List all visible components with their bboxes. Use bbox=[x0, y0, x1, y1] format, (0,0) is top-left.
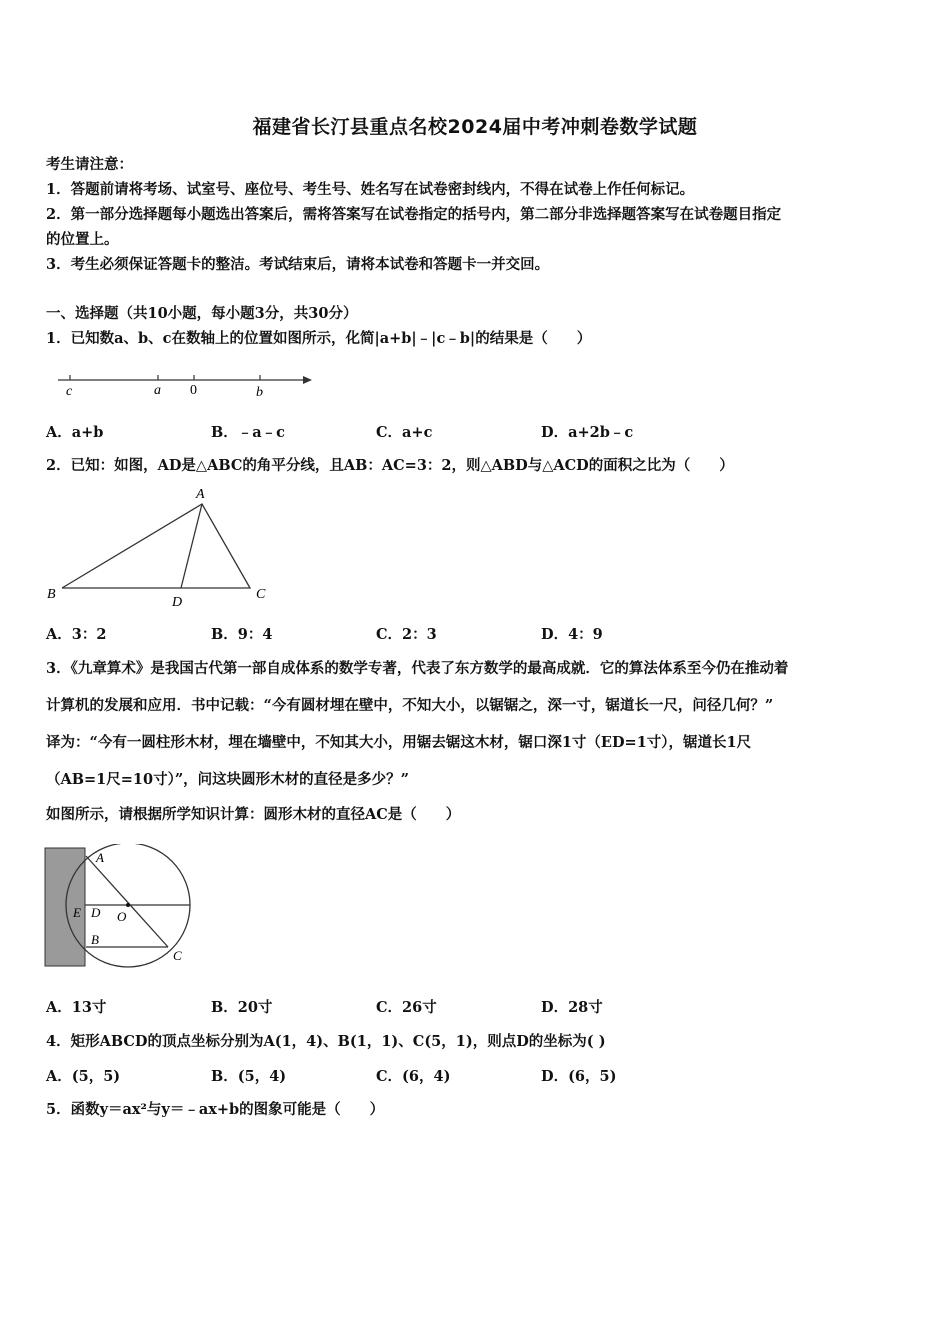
option: C．(6，4) bbox=[376, 1068, 451, 1085]
option: C．a+c bbox=[376, 424, 433, 441]
option: B．20寸 bbox=[211, 999, 273, 1016]
notice-heading: 考生请注意： bbox=[46, 156, 133, 173]
option: A．a+b bbox=[46, 424, 104, 441]
notice-item: 的位置上。 bbox=[46, 231, 119, 248]
circle-label: D bbox=[91, 905, 101, 920]
number-line-figure bbox=[56, 366, 316, 400]
question-3-line: 3．《九章算术》是我国古代第一部自成体系的数学专著，代表了东方数学的最高成就．它的算法体系至今仍在推动着 bbox=[46, 660, 789, 677]
option: B．﹣a﹣c bbox=[211, 424, 285, 441]
option: C．2：3 bbox=[376, 626, 437, 643]
option: B．(5，4) bbox=[211, 1068, 287, 1085]
option: D．4：9 bbox=[541, 626, 603, 643]
circle-label: O bbox=[117, 909, 127, 924]
notice-item: 1．答题前请将考场、试室号、座位号、考生号、姓名写在试卷密封线内，不得在试卷上作任何标记。 bbox=[46, 181, 695, 198]
notice-item: 3．考生必须保证答题卡的整洁。考试结束后，请将本试卷和答题卡一并交回。 bbox=[46, 256, 550, 273]
circle-label: E bbox=[73, 905, 81, 920]
circle-label: B bbox=[91, 932, 99, 947]
triangle-label: A bbox=[196, 487, 205, 502]
option: A．13寸 bbox=[46, 999, 107, 1016]
option: D．a+2b﹣c bbox=[541, 424, 634, 441]
triangle-label: D bbox=[172, 595, 183, 610]
number-line-label: a bbox=[154, 383, 161, 398]
page-title: 福建省长汀县重点名校2024届中考冲刺卷数学试题 bbox=[252, 116, 698, 138]
section-heading: 一、选择题（共10小题，每小题3分，共30分） bbox=[46, 305, 358, 322]
question-3-line: 如图所示，请根据所学知识计算：圆形木材的直径AC是（ ） bbox=[46, 806, 461, 823]
option: C．26寸 bbox=[376, 999, 437, 1016]
circle-label: C bbox=[173, 948, 182, 963]
triangle-label: B bbox=[47, 587, 56, 602]
number-line-label: 0 bbox=[190, 383, 197, 398]
question-1-stem: 1．已知数a、b、c在数轴上的位置如图所示，化简|a+b|﹣|c﹣b|的结果是（ ） bbox=[46, 330, 592, 347]
question-5-stem: 5．函数y＝ax²与y＝﹣ax+b的图象可能是（ ） bbox=[46, 1101, 385, 1118]
option: D．(6，5) bbox=[541, 1068, 617, 1085]
question-2-stem: 2．已知：如图，AD是△ABC的角平分线，且AB：AC=3：2，则△ABD与△ACD的面积之比为（ ） bbox=[46, 457, 734, 474]
option: A．3：2 bbox=[46, 626, 107, 643]
circle-wall-figure bbox=[44, 844, 194, 968]
option: B．9：4 bbox=[211, 626, 273, 643]
option: D．28寸 bbox=[541, 999, 603, 1016]
question-3-line: 译为：“今有一圆柱形木材，埋在墙壁中，不知其大小，用锯去锯这木材，锯口深1寸（ED=1寸），锯道长1尺 bbox=[46, 734, 752, 751]
option: A．(5，5) bbox=[46, 1068, 121, 1085]
triangle-figure bbox=[44, 482, 274, 610]
number-line-label: c bbox=[66, 384, 73, 399]
question-3-line: 计算机的发展和应用．书中记载：“今有圆材埋在壁中，不知大小，以锯锯之，深一寸，锯道长一尺，问径几何？” bbox=[46, 697, 774, 714]
circle-label: A bbox=[96, 850, 104, 865]
notice-item: 2．第一部分选择题每小题选出答案后，需将答案写在试卷指定的括号内，第二部分非选择题答案写在试卷题目指定 bbox=[46, 206, 782, 223]
question-3-line: （AB=1尺=10寸）”，问这块圆形木材的直径是多少？” bbox=[46, 771, 410, 788]
triangle-label: C bbox=[256, 587, 266, 602]
question-4-stem: 4．矩形ABCD的顶点坐标分别为A(1，4)、B(1，1)、C(5，1)，则点D的坐标为( ) bbox=[46, 1033, 606, 1050]
number-line-label: b bbox=[256, 385, 263, 400]
